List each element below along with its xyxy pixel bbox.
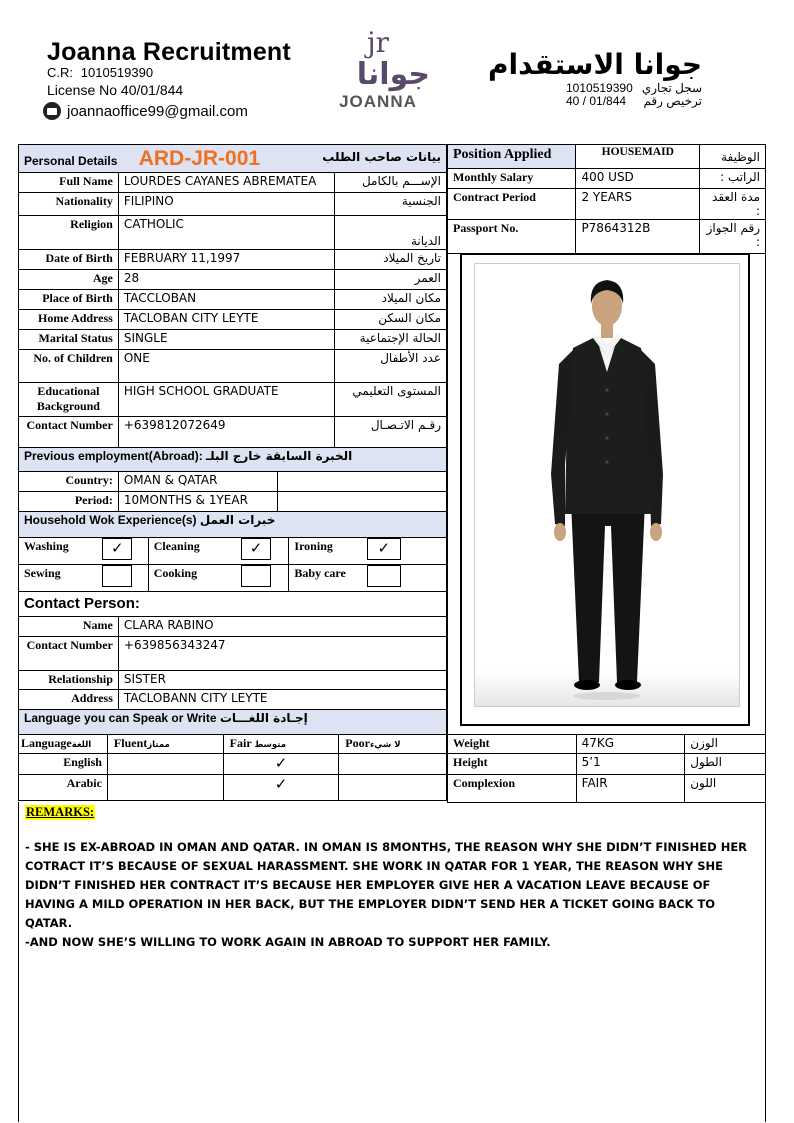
- field-label: Relationship: [19, 670, 119, 689]
- table-row: [19, 350, 447, 383]
- checkbox: ✓: [367, 538, 401, 560]
- contact-title: Contact Person:: [19, 591, 447, 616]
- field-value: CATHOLIC: [118, 216, 334, 250]
- envelope-icon: [43, 102, 61, 120]
- poor-mark: [339, 775, 447, 801]
- table-row: [19, 417, 447, 450]
- field-value: 400 USD: [576, 169, 700, 189]
- skill-label: Sewing: [19, 565, 103, 592]
- table-row: [19, 383, 447, 417]
- field-label: Religion: [19, 216, 119, 250]
- email-line: [43, 102, 248, 120]
- skill-label: Cleaning: [148, 538, 241, 565]
- table-row: [448, 145, 766, 169]
- employment-header: [19, 448, 447, 472]
- column-language-arabic: اللغة: [71, 740, 92, 750]
- checkbox: ✓: [102, 538, 132, 560]
- fair-mark: ✓: [223, 754, 339, 775]
- cr-label: C.R:: [47, 65, 73, 80]
- checkbox: [241, 565, 271, 587]
- experience-title-arabic: خبرات العمل: [199, 513, 276, 527]
- employment-title-arabic: الخبرة السابقة خارج البلـ: [206, 449, 353, 463]
- field-label-arabic: مدة العقد :: [700, 189, 766, 220]
- arabic-license-number: 40 / 01/844: [566, 94, 627, 108]
- employment-title: Previous employment(Abroad):: [24, 449, 203, 463]
- position-value: HOUSEMAID: [576, 145, 700, 169]
- email-address: joannaoffice99@gmail.com: [67, 102, 248, 120]
- table-row: [19, 775, 447, 801]
- fluent-mark: [107, 754, 223, 775]
- column-language: Language: [21, 736, 72, 750]
- field-label: Nationality: [19, 193, 119, 216]
- license-line: License No 40/01/844: [47, 82, 184, 98]
- column-fluent-arabic: ممتاز: [147, 740, 170, 750]
- remarks-paragraph: - SHE IS EX-ABROAD IN OMAN AND QATAR. IN OMAN IS 8MONTHS, THE REASON WHY SHE DIDN’T FINISHED HER COTRACT IT’S BECAUSE OF SEXUAL HARASSMENT. SHE WORK IN QATAR FOR 1 YEAR, THE REASON WHY SHE DIDN’T FINISHED HER CONTRACT IT’S BECAUSE HER EMPLOYER GIVE HER A VACATION LEAVE BECAUSE OF HAVING A MILD OPERATION IN HER BACK, BUT THE EMPLOYER DIDN’T SEND HER A TICKET GOING BACK TO QATAR.: [25, 840, 748, 930]
- company-logo: [326, 28, 430, 128]
- skill-label: Cooking: [148, 565, 241, 592]
- field-value: HIGH SCHOOL GRADUATE: [118, 383, 334, 417]
- section-title-arabic: بيانات صاحب الطلب: [322, 150, 441, 164]
- field-value: FILIPINO: [118, 193, 334, 216]
- language-column-headers: [19, 735, 447, 754]
- checkbox: ✓: [241, 538, 271, 560]
- logo-arabic: جوانا: [356, 57, 430, 92]
- skill-label: Baby care: [289, 565, 365, 592]
- applicant-figure: [475, 264, 739, 706]
- field-label: Address: [19, 689, 119, 709]
- field-label-arabic: العمر: [335, 270, 447, 290]
- field-value: +639812072649: [118, 417, 334, 450]
- position-table: [447, 144, 766, 254]
- poor-mark: [339, 754, 447, 775]
- table-row: [19, 636, 447, 670]
- field-label-arabic: رقم الجواز :: [700, 220, 766, 254]
- table-row: [448, 735, 766, 754]
- contact-person-table: [18, 591, 447, 710]
- field-label: Full Name: [19, 173, 119, 193]
- arabic-cr-label: سجل تجاري: [641, 81, 702, 95]
- field-label-arabic: مكان السكن: [335, 310, 447, 330]
- section-title: Personal Details: [24, 154, 118, 168]
- field-label: Home Address: [19, 310, 119, 330]
- cr-line: [47, 64, 153, 80]
- experience-table: [18, 511, 447, 592]
- checkbox: [367, 565, 401, 587]
- field-label-arabic: الحالة الإجتماعية: [335, 330, 447, 350]
- field-value: ONE: [118, 350, 334, 383]
- field-value: TACLOBANN CITY LEYTE: [118, 689, 446, 709]
- reference-code: ARD-JR-001: [138, 147, 261, 170]
- table-row: [19, 330, 447, 350]
- field-label-arabic: الوزن: [685, 735, 766, 754]
- field-label: Weight: [448, 735, 577, 754]
- table-row: [448, 754, 766, 775]
- column-fair-arabic: متوسط: [254, 740, 286, 750]
- field-label-arabic: الراتب :: [700, 169, 766, 189]
- company-name-arabic: جوانا الاستقدام: [488, 48, 702, 81]
- field-label-arabic: الطول: [685, 754, 766, 775]
- table-row: [19, 472, 447, 492]
- column-poor-arabic: لا شيء: [369, 740, 401, 750]
- field-value: 10MONTHS & 1YEAR: [118, 492, 277, 512]
- table-row: [19, 538, 447, 565]
- column-fluent: Fluent: [113, 736, 148, 750]
- field-label: Name: [19, 616, 119, 636]
- field-value: OMAN & QATAR: [118, 472, 277, 492]
- employment-table: [18, 447, 447, 512]
- field-value: CLARA RABINO: [118, 616, 446, 636]
- applicant-photo: [474, 263, 740, 707]
- table-row: [448, 189, 766, 220]
- field-label-arabic: الجنسية: [335, 193, 447, 216]
- language-title: Language you can Speak or Write: [24, 711, 217, 725]
- field-value: +639856343247: [118, 636, 446, 670]
- language-name: Arabic: [19, 775, 108, 801]
- field-label-arabic: رقـم الاتـصـال: [335, 417, 447, 450]
- field-label: Marital Status: [19, 330, 119, 350]
- table-row: [19, 492, 447, 512]
- column-fair: Fair: [229, 736, 252, 750]
- field-label-arabic: المستوى التعليمي: [335, 383, 447, 417]
- arabic-numbers: [566, 82, 633, 108]
- field-label: Monthly Salary: [448, 169, 576, 189]
- field-value: 5’1: [576, 754, 685, 775]
- table-row: [19, 290, 447, 310]
- remarks-title: REMARKS:: [26, 805, 95, 819]
- field-label: Complexion: [448, 775, 577, 803]
- field-label-arabic: عدد الأطفال: [335, 350, 447, 383]
- personal-details-table: [18, 144, 447, 450]
- logo-mark: jr: [366, 26, 390, 59]
- field-value: 47KG: [576, 735, 685, 754]
- field-label: Educational Background: [19, 383, 119, 417]
- skill-label: Washing: [19, 538, 103, 565]
- logo-latin: JOANNA: [339, 92, 417, 111]
- field-label: Contract Period: [448, 189, 576, 220]
- field-label: Passport No.: [448, 220, 576, 254]
- language-table: [18, 709, 447, 801]
- arabic-labels: [640, 82, 702, 108]
- field-value: 2 YEARS: [576, 189, 700, 220]
- skill-label: Ironing: [289, 538, 365, 565]
- table-row: [19, 670, 447, 689]
- experience-header: [19, 512, 447, 538]
- table-row: [19, 216, 447, 250]
- table-row: [19, 565, 447, 592]
- table-row: [19, 193, 447, 216]
- field-label: Contact Number: [19, 417, 119, 450]
- position-label-arabic: الوظيفة: [700, 145, 766, 169]
- field-value: 28: [118, 270, 334, 290]
- field-label: Age: [19, 270, 119, 290]
- field-label-arabic: اللون: [685, 775, 766, 803]
- table-row: [19, 310, 447, 330]
- field-value: TACCLOBAN: [118, 290, 334, 310]
- field-value: FEBRUARY 11,1997: [118, 250, 334, 270]
- remarks-paragraph: -AND NOW SHE’S WILLING TO WORK AGAIN IN ABROAD TO SUPPORT HER FAMILY.: [25, 935, 551, 949]
- field-label: Country:: [19, 472, 119, 492]
- applicant-photo-frame: [460, 253, 750, 726]
- field-label-arabic: الديانة: [335, 216, 447, 250]
- table-row: [448, 775, 766, 803]
- fair-mark: ✓: [223, 775, 339, 801]
- personal-details-header: [19, 145, 447, 173]
- field-label: Period:: [19, 492, 119, 512]
- field-label: Contact Number: [19, 636, 119, 670]
- table-row: [19, 616, 447, 636]
- field-label: Place of Birth: [19, 290, 119, 310]
- field-value: LOURDES CAYANES ABREMATEA: [118, 173, 334, 193]
- table-row: [448, 169, 766, 189]
- language-name: English: [19, 754, 108, 775]
- arabic-cr-number: 1010519390: [566, 81, 633, 95]
- table-row: [19, 270, 447, 290]
- field-label: No. of Children: [19, 350, 119, 383]
- field-value: P7864312B: [576, 220, 700, 254]
- physical-table: [447, 734, 766, 803]
- table-row: [19, 689, 447, 709]
- language-title-arabic: إجـادة اللغـــات: [219, 711, 308, 725]
- table-row: [19, 754, 447, 775]
- field-label-arabic: الإســـم بالكامل: [335, 173, 447, 193]
- table-row: [19, 173, 447, 193]
- field-label-arabic: تاريخ الميلاد: [335, 250, 447, 270]
- checkbox: [102, 565, 132, 587]
- language-header: [19, 710, 447, 735]
- arabic-license-label: ترخيص رقم: [643, 94, 702, 108]
- remarks-text: [25, 838, 753, 952]
- cr-number: 1010519390: [80, 65, 154, 80]
- field-value: SINGLE: [118, 330, 334, 350]
- experience-title: Household Wok Experience(s): [24, 513, 197, 527]
- field-label-arabic: مكان الميلاد: [335, 290, 447, 310]
- field-value: SISTER: [118, 670, 446, 689]
- field-label: Date of Birth: [19, 250, 119, 270]
- fluent-mark: [107, 775, 223, 801]
- company-name: Joanna Recruitment: [47, 38, 291, 66]
- position-title: Position Applied: [448, 145, 576, 169]
- column-poor: Poor: [345, 736, 370, 750]
- field-label: Height: [448, 754, 577, 775]
- table-row: [19, 250, 447, 270]
- field-value: TACLOBAN CITY LEYTE: [118, 310, 334, 330]
- field-value: FAIR: [576, 775, 685, 803]
